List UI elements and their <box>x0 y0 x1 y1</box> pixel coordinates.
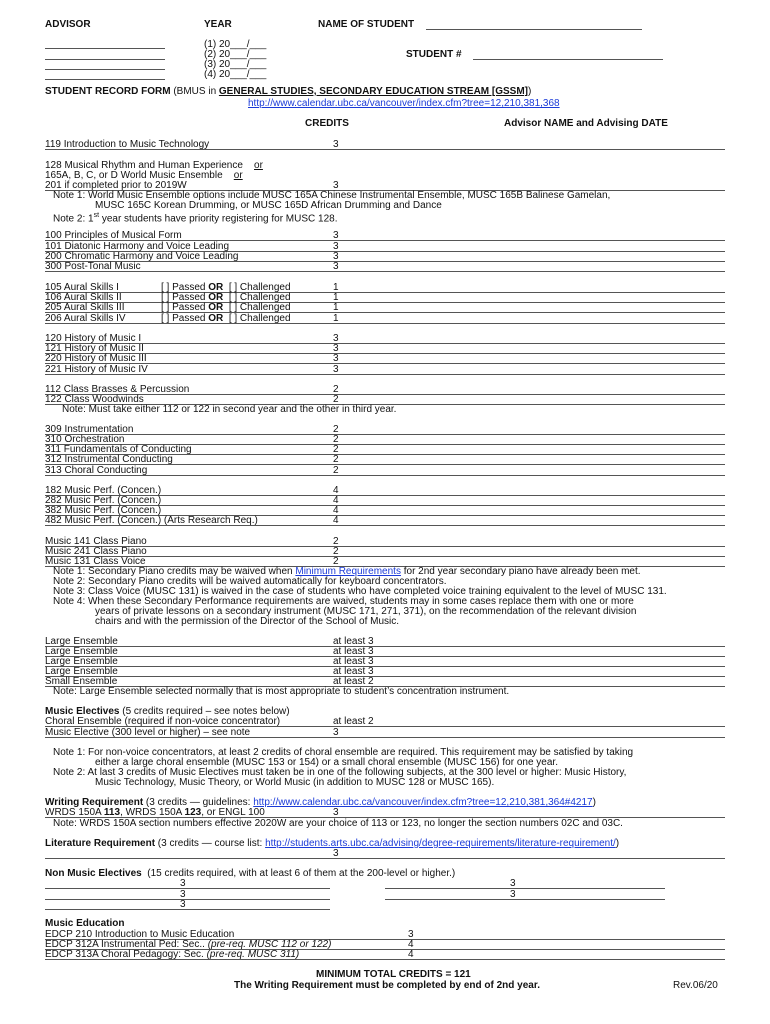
course-row-label: Music Elective (300 level or higher) – see note <box>45 727 251 738</box>
row-line <box>45 646 725 647</box>
course-row-label: 311 Fundamentals of Conducting <box>45 444 192 455</box>
course-row-label: 112 Class Brasses & Percussion <box>45 384 190 395</box>
course-row-label: 105 Aural Skills I <box>45 282 119 293</box>
course-row-label: 382 Music Perf. (Concen.) <box>45 505 162 516</box>
row-line <box>45 323 725 324</box>
course-row-label: 120 History of Music I <box>45 333 142 344</box>
course-row-label: 106 Aural Skills II <box>45 292 122 303</box>
passed-or-challenged[interactable]: [ ] Passed OR [ ] Challenged <box>161 313 291 324</box>
course-row-credits: 4 <box>333 505 339 516</box>
row-line <box>45 666 725 667</box>
course-row-credits: 3 <box>333 261 339 272</box>
course-row-label: 482 Music Perf. (Concen.) (Arts Research Req.) <box>45 515 258 526</box>
passed-or-challenged[interactable]: [ ] Passed OR [ ] Challenged <box>161 282 291 293</box>
course-row-credits: 3 <box>333 333 339 344</box>
non-music-electives-heading: Non Music Electives (15 credits required, with at least 6 of them at the 200-level or higher.) <box>45 868 456 879</box>
row-line <box>45 149 725 150</box>
note-class-winds: Note: Must take either 112 or 122 in second year and the other in third year. <box>62 404 397 415</box>
student-name-field[interactable] <box>426 29 642 30</box>
course-row-label: 182 Music Perf. (Concen.) <box>45 485 162 496</box>
note-piano-1: Note 1: Secondary Piano credits may be waived when Minimum Requirements for 2nd year secondary piano have already been met. <box>53 566 641 577</box>
course-row-label: 309 Instrumentation <box>45 424 134 435</box>
course-row-label: 313 Choral Conducting <box>45 465 148 476</box>
note-secondary-4c: chairs and with the permission of the Director of the School of Music. <box>95 616 400 627</box>
nm-credit-left: 3 <box>180 889 186 900</box>
year-label: YEAR <box>204 19 232 30</box>
nm-line-left[interactable] <box>45 899 330 900</box>
course-row-label: 122 Class Woodwinds <box>45 394 144 405</box>
edcp-row-label: EDCP 313A Choral Pedagogy: Sec. (pre-req. MUSC 311) <box>45 949 300 960</box>
row-line <box>45 312 725 313</box>
advisor-label: ADVISOR <box>45 19 91 30</box>
course-row-label: Large Ensemble <box>45 646 118 657</box>
edcp-row-credits: 4 <box>408 939 414 950</box>
row-line <box>45 656 725 657</box>
course-row-label: Choral Ensemble (required if non-voice concentrator) <box>45 716 281 727</box>
course-row-label: Music 241 Class Piano <box>45 546 147 557</box>
writing-courses: WRDS 150A 113, WRDS 150A 123, or ENGL 100 <box>45 807 265 818</box>
year-field-4[interactable]: (4) 20___/___ <box>204 69 267 80</box>
writing-credits: 3 <box>333 807 339 818</box>
nm-credit-right: 3 <box>510 878 516 889</box>
course-row-label: Music 131 Class Voice <box>45 556 146 567</box>
nm-line-left[interactable] <box>45 888 330 889</box>
course-row-credits: at least 2 <box>333 676 374 687</box>
course-row-credits: at least 3 <box>333 656 374 667</box>
course-row-credits: 4 <box>333 485 339 496</box>
advisor-field-4[interactable] <box>45 79 165 80</box>
course-row-label: 282 Music Perf. (Concen.) <box>45 495 162 506</box>
row-line <box>45 434 725 435</box>
program-name: GENERAL STUDIES, SECONDARY EDUCATION STREAM [GSSM] <box>218 86 529 97</box>
minimum-requirements-link[interactable]: Minimum Requirements <box>295 566 401 577</box>
course-row-label: 220 History of Music III <box>45 353 147 364</box>
course-row-credits: 3 <box>333 364 339 375</box>
student-number-field[interactable] <box>473 59 663 60</box>
note-secondary-4: Note 4: When these Secondary Performance requirements are waived, students may in some cases replace them with one or more <box>53 596 634 607</box>
advisor-field-1[interactable] <box>45 48 165 49</box>
course-row-credits: 3 <box>333 241 339 252</box>
course-row-credits: at least 3 <box>333 646 374 657</box>
course-row-label: 205 Aural Skills III <box>45 302 125 313</box>
row-line <box>45 292 725 293</box>
course-row-credits: 3 <box>333 139 339 150</box>
course-row-label: 206 Aural Skills IV <box>45 313 126 324</box>
course-row-credits: 3 <box>333 343 339 354</box>
row-line <box>45 525 725 526</box>
edcp-row-label: EDCP 210 Introduction to Music Education <box>45 929 235 940</box>
note-world-music-1: Note 1: World Music Ensemble options include MUSC 165A Chinese Instrumental Ensemble, MUSC 165B Balinese Gamelan, <box>53 190 611 201</box>
course-row-label: 300 Post-Tonal Music <box>45 261 141 272</box>
course-row-credits: at least 2 <box>333 716 374 727</box>
course-row-credits: 2 <box>333 444 339 455</box>
writing-deadline-note: The Writing Requirement must be completed by end of 2nd year. <box>234 980 540 991</box>
course-row-credits: 4 <box>333 495 339 506</box>
row-line <box>45 959 725 960</box>
note-voice-3: Note 3: Class Voice (MUSC 131) is waived in the case of students who have completed voice training equivalent to the level of MUSC 131. <box>53 586 667 597</box>
note-secondary-4b: years of private lessons on a secondary instrument (MUSC 171, 271, 371), on the recommendation of the relevant division <box>95 606 637 617</box>
course-row-credits: 2 <box>333 454 339 465</box>
nm-credit-left: 3 <box>180 878 186 889</box>
course-row-label: 119 Introduction to Music Technology <box>45 139 210 150</box>
literature-requirement-heading: Literature Requirement (3 credits — course list: http://students.arts.ubc.ca/advising/degree-requirements/literature-requirement/) <box>45 838 620 849</box>
course-row-label: Small Ensemble <box>45 676 118 687</box>
course-row-label: Large Ensemble <box>45 636 118 647</box>
year-field-1[interactable]: (1) 20___/___ <box>204 39 267 50</box>
course-row-credits: 3 <box>333 727 339 738</box>
advisor-field-3[interactable] <box>45 69 165 70</box>
note-electives-1: Note 1: For non-voice concentrators, at least 2 credits of choral ensemble are required. This requirement may be satisfied by taking <box>53 747 634 758</box>
course-row-credits: 3 <box>333 353 339 364</box>
student-name-label: NAME OF STUDENT <box>318 19 415 30</box>
row-line <box>45 556 725 557</box>
course-row-credits: 2 <box>333 394 339 405</box>
note-electives-2: Note 2: At last 3 credits of Music Electives must taken be in one of the following subjects, at the 300 level or higher: Music History, <box>53 767 627 778</box>
course-row-label: 165A, B, C, or D World Music Ensemble or <box>45 170 243 181</box>
note-writing: Note: WRDS 150A section numbers effective 2020W are your choice of 113 or 123, no longer the section numbers 02C and 03C. <box>53 818 623 829</box>
course-row-credits: 3 <box>333 251 339 262</box>
note-world-music-1b: MUSC 165C Korean Drumming, or MUSC 165D African Drumming and Dance <box>95 200 442 211</box>
note-world-music-2: Note 2: 1st year students have priority registering for MUSC 128. <box>53 212 338 225</box>
calendar-link[interactable]: http://www.calendar.ubc.ca/vancouver/index.cfm?tree=12,210,381,368 <box>248 98 560 109</box>
row-line <box>45 343 725 344</box>
course-row-label: 100 Principles of Musical Form <box>45 230 182 241</box>
nm-credit-left: 3 <box>180 899 186 910</box>
course-row-label: Large Ensemble <box>45 666 118 677</box>
advisor-date-heading: Advisor NAME and Advising DATE <box>504 118 668 129</box>
form-title-line: STUDENT RECORD FORM (BMUS in GENERAL STUDIES, SECONDARY EDUCATION STREAM [GSSM]) <box>45 86 532 97</box>
nm-credit-right: 3 <box>510 889 516 900</box>
passed-or-challenged[interactable]: [ ] Passed OR [ ] Challenged <box>161 292 291 303</box>
row-line <box>45 475 725 476</box>
passed-or-challenged[interactable]: [ ] Passed OR [ ] Challenged <box>161 302 291 313</box>
row-line <box>45 676 725 677</box>
course-row-credits: 2 <box>333 556 339 567</box>
course-row-credits: 1 <box>333 292 339 303</box>
row-line <box>45 271 725 272</box>
row-line <box>45 353 725 354</box>
nm-line-left[interactable] <box>45 909 330 910</box>
course-row-credits: at least 3 <box>333 636 374 647</box>
course-row-label: Music 141 Class Piano <box>45 536 147 547</box>
note-electives-2b: Music Technology, Music Theory, or World Music (in addition to MUSC 128 or MUSC 165). <box>95 777 495 788</box>
edcp-row-credits: 3 <box>408 929 414 940</box>
course-row-credits: 2 <box>333 465 339 476</box>
course-row-credits: 2 <box>333 536 339 547</box>
course-row-label: 221 History of Music IV <box>45 364 148 375</box>
course-row-credits: 1 <box>333 282 339 293</box>
row-line <box>45 858 725 859</box>
writing-guidelines-link[interactable]: http://www.calendar.ubc.ca/vancouver/index.cfm?tree=12,210,381,364#4217 <box>253 797 593 808</box>
year-field-2[interactable]: (2) 20___/___ <box>204 49 267 60</box>
credits-heading: CREDITS <box>305 118 349 129</box>
row-line <box>45 394 725 395</box>
course-row-credits: 1 <box>333 302 339 313</box>
literature-credits: 3 <box>333 848 339 859</box>
row-line <box>45 261 725 262</box>
year-field-3[interactable]: (3) 20___/___ <box>204 59 267 70</box>
course-row-label: 310 Orchestration <box>45 434 125 445</box>
course-row-credits: 2 <box>333 424 339 435</box>
course-row-label: 201 if completed prior to 2019W <box>45 180 187 191</box>
course-row-credits: 2 <box>333 434 339 445</box>
student-number-label: STUDENT # <box>406 49 462 60</box>
course-row-label: 101 Diatonic Harmony and Voice Leading <box>45 241 230 252</box>
revision-date: Rev.06/20 <box>673 980 718 991</box>
note-large-ensemble: Note: Large Ensemble selected normally that is most appropriate to student’s concentration instrument. <box>53 686 510 697</box>
row-line <box>45 302 725 303</box>
minimum-total-credits: MINIMUM TOTAL CREDITS = 121 <box>316 969 471 980</box>
course-row-label: 200 Chromatic Harmony and Voice Leading <box>45 251 239 262</box>
course-row-credits: 2 <box>333 546 339 557</box>
writing-requirement-heading: Writing Requirement (3 credits — guidelines: http://www.calendar.ubc.ca/vancouver/index.cfm?tree=12,210,381,364#4217) <box>45 797 596 808</box>
course-row-credits: 3 <box>333 230 339 241</box>
music-electives-heading: Music Electives (5 credits required – see notes below) <box>45 706 290 717</box>
note-piano-2: Note 2: Secondary Piano credits will be waived automatically for keyboard concentrators. <box>53 576 447 587</box>
course-row-credits: at least 3 <box>333 666 374 677</box>
music-education-heading: Music Education <box>45 918 125 929</box>
advisor-field-2[interactable] <box>45 59 165 60</box>
course-row-credits: 2 <box>333 384 339 395</box>
row-line <box>45 546 725 547</box>
course-row-label: 312 Instrumental Conducting <box>45 454 173 465</box>
course-row-label: 128 Musical Rhythm and Human Experience or <box>45 160 263 171</box>
row-line <box>45 737 725 738</box>
course-row-credits: 3 <box>333 180 339 191</box>
course-row-credits: 4 <box>333 515 339 526</box>
note-electives-1b: either a large choral ensemble (MUSC 153 or 154) or a small choral ensemble (MUSC 156) for one year. <box>95 757 558 768</box>
course-row-label: Large Ensemble <box>45 656 118 667</box>
course-row-credits: 1 <box>333 313 339 324</box>
form-title: STUDENT RECORD FORM <box>45 86 171 97</box>
nm-line-right[interactable] <box>385 899 665 900</box>
nm-line-right[interactable] <box>385 888 665 889</box>
row-line <box>45 374 725 375</box>
edcp-row-credits: 4 <box>408 949 414 960</box>
literature-list-link[interactable]: http://students.arts.ubc.ca/advising/degree-requirements/literature-requirement/ <box>265 838 616 849</box>
course-row-label: 121 History of Music II <box>45 343 144 354</box>
edcp-row-label: EDCP 312A Instrumental Ped: Sec.. (pre-req. MUSC 112 or 122) <box>45 939 332 950</box>
